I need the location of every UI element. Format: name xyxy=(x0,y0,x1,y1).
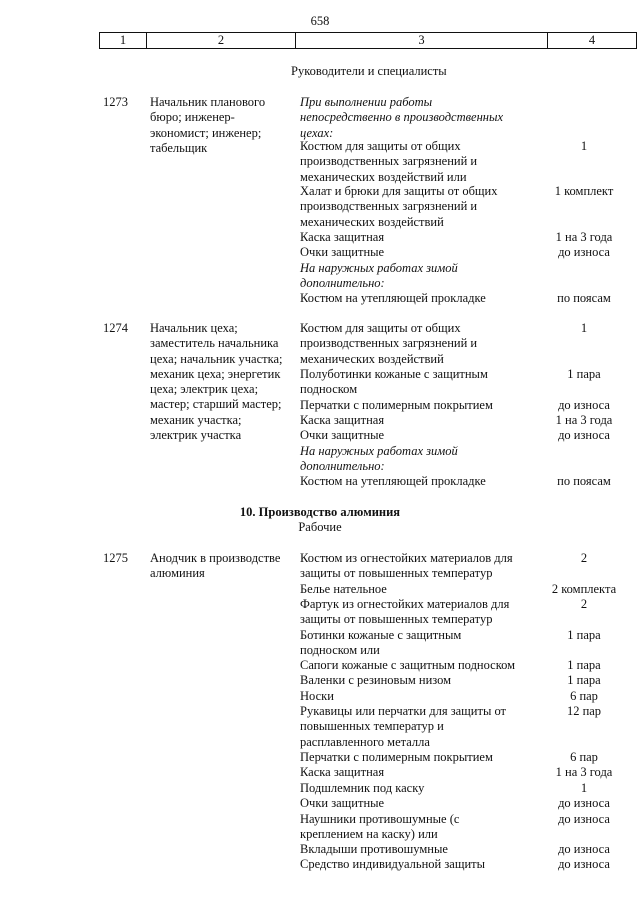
item-line: подноском или xyxy=(300,643,380,658)
entry-1274-item-1-qty: 1 xyxy=(580,321,588,335)
title-line: механик участка; xyxy=(150,412,242,427)
condition-line: дополнительно: xyxy=(300,276,385,291)
entry-1275-item-qty: до износа xyxy=(558,842,610,856)
item-line: Очки защитные xyxy=(300,796,385,810)
entry-1273-title xyxy=(150,95,265,156)
title-line: Начальник планового xyxy=(150,95,266,109)
item-line: расплавленного металла xyxy=(300,734,430,749)
condition-line: На наружных работах зимой xyxy=(300,261,458,275)
entry-1273-item-2-qty: 1 комплект xyxy=(554,184,614,198)
entry-1275-item-qty: 6 пар xyxy=(570,750,598,764)
entry-1275-item xyxy=(300,551,513,582)
entry-1275-item xyxy=(300,842,448,857)
condition-line: дополнительно: xyxy=(300,459,385,474)
entry-1274-item-4-qty: 1 на 3 года xyxy=(555,413,613,427)
item-line: защиты от повышенных температур xyxy=(300,566,493,581)
title-line: заместитель начальника xyxy=(150,336,279,351)
column-header-3: 3 xyxy=(296,33,548,48)
title-line: мастер; старший мастер; xyxy=(150,397,282,412)
entry-1274-item-2-qty: 1 пара xyxy=(567,367,601,381)
item-line: Сапоги кожаные с защитным подноском xyxy=(300,658,516,672)
item-line: Белье нательное xyxy=(300,582,387,596)
title-line: бюро; инженер- xyxy=(150,110,235,125)
item-line: механических воздействий xyxy=(300,214,444,229)
entry-1275-item xyxy=(300,673,451,688)
item-line: Полуботинки кожаные с защитным xyxy=(300,367,488,381)
entry-1273-condition xyxy=(300,95,503,141)
column-header-row xyxy=(99,32,637,49)
entry-1273-item-3-qty: 1 на 3 года xyxy=(555,230,613,244)
item-line: Костюм для защиты от общих xyxy=(300,139,461,153)
entry-1273-item-4-qty: до износа xyxy=(558,245,610,259)
title-line: Начальник цеха; xyxy=(150,321,238,335)
item-line: защиты от повышенных температур xyxy=(300,612,493,627)
title-line: алюминия xyxy=(150,566,205,581)
entry-1274-number: 1274 xyxy=(103,321,128,335)
entry-1275-item xyxy=(300,812,459,843)
item-line: Каска защитная xyxy=(300,765,385,779)
entry-1274-title xyxy=(150,321,283,443)
title-line: Анодчик в производстве xyxy=(150,551,281,565)
entry-1274-item-5-qty: до износа xyxy=(558,428,610,442)
condition-line: непосредственно в производственных xyxy=(300,110,503,125)
entry-1274-condition-winter xyxy=(300,444,458,475)
column-header-1: 1 xyxy=(100,33,147,48)
entry-1275-item-qty: 2 xyxy=(580,597,588,611)
title-line: цеха; начальник участка; xyxy=(150,351,283,366)
entry-1273-item-1-qty: 1 xyxy=(580,139,588,153)
column-header-4: 4 xyxy=(588,33,596,47)
entry-1273-condition-winter xyxy=(300,261,458,292)
item-line: механических воздействий xyxy=(300,351,444,366)
entry-1274-item-3: Перчатки с полимерным покрытием xyxy=(300,398,493,412)
item-line: механических воздействий или xyxy=(300,169,467,184)
entry-1275-item-qty: 1 на 3 года xyxy=(555,765,613,779)
entry-1274-item-3-qty: до износа xyxy=(558,398,610,412)
item-line: производственных загрязнений и xyxy=(300,154,478,169)
entry-1275-item-qty: до износа xyxy=(558,796,610,810)
title-line: электрик участка xyxy=(150,428,242,443)
title-line: экономист; инженер; xyxy=(150,125,262,140)
entry-1273-item-5-qty: по поясам xyxy=(557,291,611,305)
entry-1275-item-qty: 12 пар xyxy=(566,704,602,718)
entry-1273-item-3: Каска защитная xyxy=(300,230,385,244)
column-header-2: 2 xyxy=(147,33,296,48)
entry-1275-item xyxy=(300,658,515,673)
entry-1275-item-qty: 2 xyxy=(580,551,588,565)
entry-1274-item-1 xyxy=(300,321,477,367)
item-line: Фартук из огнестойких материалов для xyxy=(300,597,510,611)
entry-1275-item xyxy=(300,597,509,628)
entry-1275-item-qty: 1 xyxy=(580,781,588,795)
item-line: Средство индивидуальной защиты xyxy=(300,857,486,871)
entry-1274-item-2 xyxy=(300,367,488,398)
entry-1274-item-4: Каска защитная xyxy=(300,413,385,427)
entry-1275-number: 1275 xyxy=(103,551,128,565)
title-line: механик цеха; энергетик xyxy=(150,366,281,381)
entry-1275-item xyxy=(300,704,506,750)
item-line: Костюм для защиты от общих xyxy=(300,321,461,335)
entry-1275-item xyxy=(300,628,461,659)
item-line: Носки xyxy=(300,689,334,703)
entry-1275-item-qty: 1 пара xyxy=(567,658,601,672)
item-line: производственных загрязнений и xyxy=(300,336,478,351)
entry-1275-item-qty: 2 комплекта xyxy=(551,582,617,596)
section-10-subtitle: Рабочие xyxy=(298,520,342,534)
item-line: Костюм из огнестойких материалов для xyxy=(300,551,513,565)
title-line: табельщик xyxy=(150,140,208,155)
item-line: Валенки с резиновым низом xyxy=(300,673,452,687)
section-10-title: 10. Производство алюминия xyxy=(239,505,401,519)
condition-line: На наружных работах зимой xyxy=(300,444,458,458)
entry-1275-item-qty: 1 пара xyxy=(567,628,601,642)
entry-1275-item-qty: 6 пар xyxy=(570,689,598,703)
item-line: подноском xyxy=(300,382,358,397)
item-line: Вкладыши противошумные xyxy=(300,842,448,856)
entry-1273-item-4: Очки защитные xyxy=(300,245,385,259)
item-line: Наушники противошумные (с xyxy=(300,812,460,826)
page-number: 658 xyxy=(310,14,330,28)
entry-1275-item xyxy=(300,781,424,796)
entry-1274-item-6: Костюм на утепляющей прокладке xyxy=(300,474,486,488)
entry-1273-item-1 xyxy=(300,139,477,185)
entry-1273-item-2 xyxy=(300,184,498,230)
entry-1275-item-qty: до износа xyxy=(558,857,610,871)
entry-1275-item xyxy=(300,750,493,765)
entry-1275-item xyxy=(300,796,384,811)
item-line: Ботинки кожаные с защитным xyxy=(300,628,462,642)
entry-1274-item-5: Очки защитные xyxy=(300,428,385,442)
condition-line: При выполнении работы xyxy=(300,95,433,109)
item-line: креплением на каску) или xyxy=(300,827,438,842)
item-line: Рукавицы или перчатки для защиты от xyxy=(300,704,507,718)
entry-1275-item xyxy=(300,857,485,872)
entry-1273-number: 1273 xyxy=(103,95,128,109)
entry-1275-item-qty: до износа xyxy=(558,812,610,826)
entry-1275-item-qty: 1 пара xyxy=(567,673,601,687)
item-line: производственных загрязнений и xyxy=(300,199,478,214)
item-line: Халат и брюки для защиты от общих xyxy=(300,184,498,198)
item-line: повышенных температур и xyxy=(300,719,444,734)
entry-1275-item xyxy=(300,689,334,704)
entry-1275-item xyxy=(300,765,384,780)
section-title: Руководители и специалисты xyxy=(291,64,447,78)
entry-1273-item-5: Костюм на утепляющей прокладке xyxy=(300,291,486,305)
entry-1275-item xyxy=(300,582,387,597)
title-line: цеха; электрик цеха; xyxy=(150,382,259,397)
item-line: Перчатки с полимерным покрытием xyxy=(300,750,493,764)
condition-line: цехах: xyxy=(300,125,334,140)
item-line: Подшлемник под каску xyxy=(300,781,425,795)
entry-1274-item-6-qty: по поясам xyxy=(557,474,611,488)
entry-1275-title xyxy=(150,551,280,582)
